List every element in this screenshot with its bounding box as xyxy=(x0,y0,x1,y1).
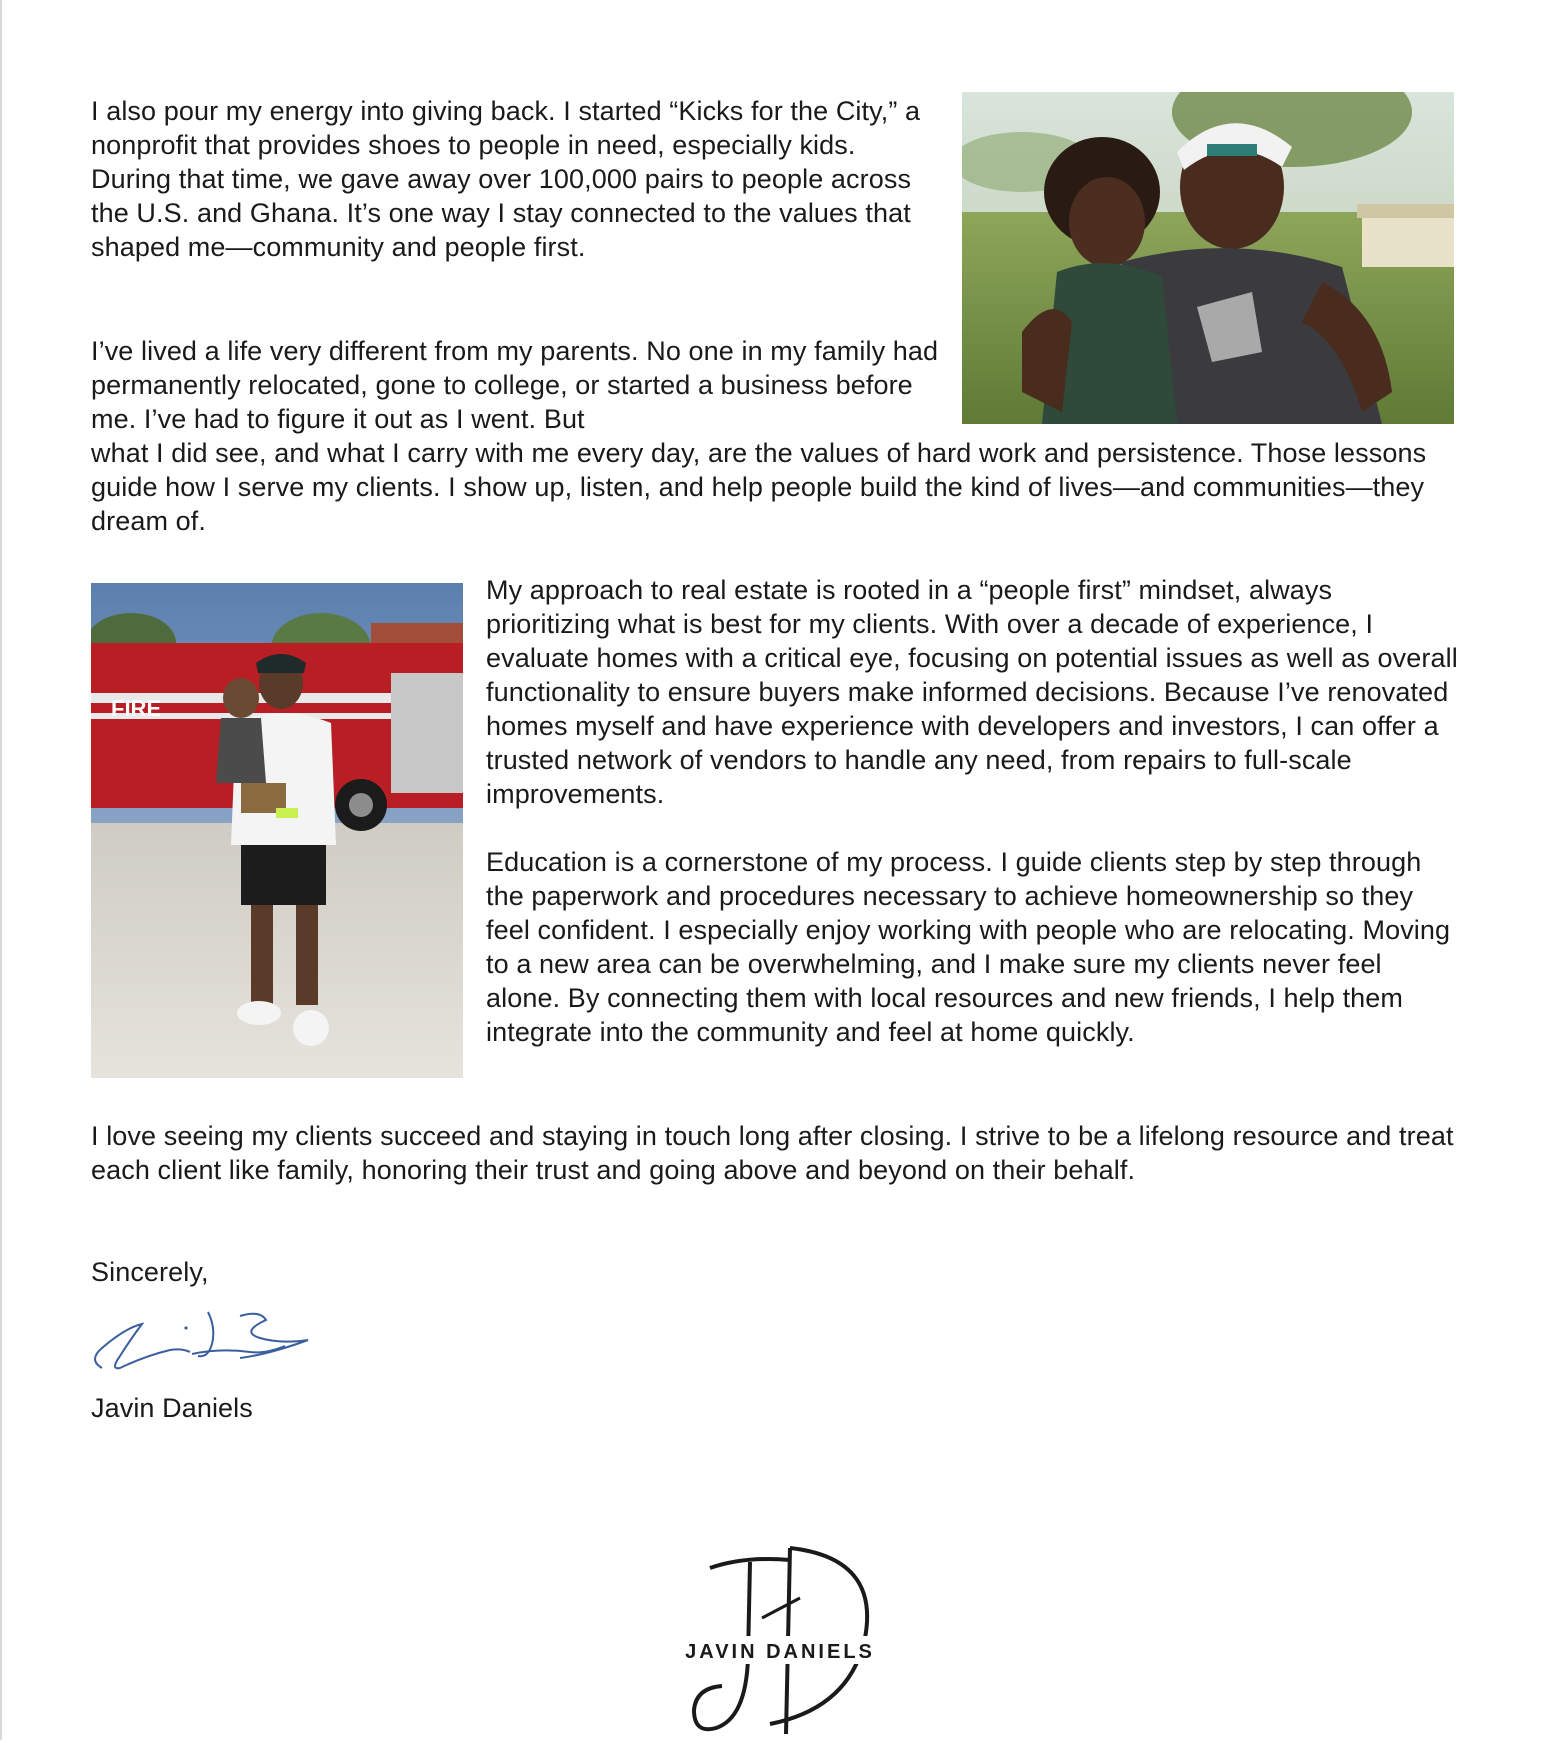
paragraph-lifelong-resource: I love seeing my clients succeed and staying in touch long after closing. I strive to be a lifelong resource and treat each client like family, honoring their trust and going above and beyond on their behalf. xyxy=(91,1121,1454,1185)
paragraph-education: Education is a cornerstone of my process. I guide clients step by step through the paperwork and procedures necessary to achieve homeownership so they feel confident. I especially enjoy working with people who are relocating. Moving to a new area can be overwhelming, and I make sure my clients never feel alone. By connecting them with local resources and new friends, I help them integrate into the community and feel at home quickly. xyxy=(486,847,1451,1047)
paragraph-life-bottom: what I did see, and what I carry with me every day, are the values of hard work and persistence. Those lessons guide how I serve my clients. I show up, listen, and help people build the kind of lives—and communities—they dream of. xyxy=(91,438,1427,536)
paragraph-life-top: I’ve lived a life very different from my parents. No one in my family had permanently relocated, gone to college, or started a business before me. I’ve had to figure it out as I went. But xyxy=(91,336,939,434)
page-edge xyxy=(0,0,2,1740)
photo-man-with-child-fire-truck xyxy=(91,583,463,1078)
signer-name: Javin Daniels xyxy=(91,1393,253,1423)
photo-man-with-child-outdoors xyxy=(962,92,1454,424)
javin-daniels-logo xyxy=(650,1538,910,1738)
fire-truck-label: FIRE xyxy=(111,696,162,721)
handwritten-signature xyxy=(90,1298,320,1380)
paragraph-approach: My approach to real estate is rooted in a “people first” mindset, always prioritizing what is best for my clients. With over a decade of experience, I evaluate homes with a critical eye, focusing on potential issues as well as overall functionality to ensure buyers make informed decisions. Because I’ve renovated homes myself and have experience with developers and investors, I can offer a trusted network of vendors to handle any need, from repairs to full-scale improvements. xyxy=(486,575,1458,809)
closing-salutation: Sincerely, xyxy=(91,1257,209,1287)
logo-wordmark: JAVIN DANIELS xyxy=(685,1641,875,1663)
paragraph-giving-back: I also pour my energy into giving back. I started “Kicks for the City,” a nonprofit that provides shoes to people in need, especially kids. During that time, we gave away over 100,000 pairs to people across the U.S. and Ghana. It’s one way I stay connected to the values that shaped me—community and people first. xyxy=(91,96,921,262)
